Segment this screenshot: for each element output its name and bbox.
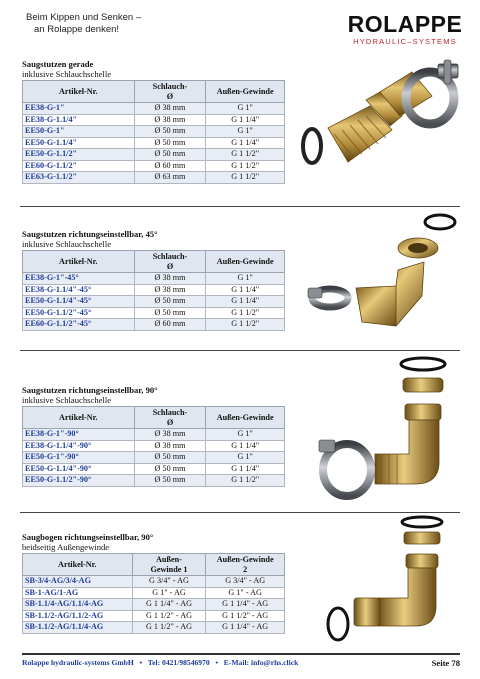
table-header: Schlauch- Ø	[134, 251, 206, 273]
article-number: EE63-G-1.1/2"	[23, 172, 135, 184]
article-number: SB-1-AG/1-AG	[23, 587, 133, 599]
table-row	[23, 114, 285, 126]
slogan-line-2: an Rolappe denken!	[34, 24, 120, 35]
footer-separator: •	[139, 658, 143, 667]
section-divider	[20, 206, 460, 207]
section-saugbogen-90	[22, 532, 285, 634]
brand-logo	[345, 12, 465, 46]
spec-value: Ø 38 mm	[134, 103, 206, 115]
spec-value: G 1 1/4" - AG	[132, 599, 206, 611]
table-row	[23, 273, 285, 285]
section-title: Saugstutzen richtungseinstellbar, 90°	[22, 385, 158, 395]
product-image-45-fitting	[300, 208, 470, 353]
table-header: Außen-Gewinde 2	[206, 554, 285, 576]
spec-value: G 1 1/4"	[206, 463, 285, 475]
spec-table	[22, 406, 285, 487]
spec-value: G 1 1/4"	[206, 296, 285, 308]
section-saugstutzen-gerade	[22, 59, 285, 184]
table-row	[23, 576, 285, 588]
section-title: Saugbogen richtungseinstellbar, 90°	[22, 532, 154, 542]
article-number: EE50-G-1.1/2"-90°	[23, 475, 135, 487]
spec-table	[22, 250, 285, 331]
spec-value: G 1 1/4"	[206, 440, 285, 452]
section-title: Saugstutzen richtungseinstellbar, 45°	[22, 229, 158, 239]
article-number: SB-1.1/2-AG/1.1/2-AG	[23, 610, 133, 622]
spec-value: Ø 38 mm	[134, 440, 206, 452]
spec-value: G 1 1/2"	[206, 149, 285, 161]
spec-value: Ø 50 mm	[134, 126, 206, 138]
spec-value: G 1"	[206, 429, 285, 441]
table-row	[23, 160, 285, 172]
section-saugstutzen-90	[22, 385, 285, 487]
table-row	[23, 149, 285, 161]
spec-value: Ø 50 mm	[134, 149, 206, 161]
spec-value: Ø 50 mm	[134, 307, 206, 319]
spec-value: Ø 60 mm	[134, 319, 206, 331]
article-number: SB-3/4-AG/3/4-AG	[23, 576, 133, 588]
table-header: Artikel-Nr.	[23, 81, 135, 103]
table-header: Artikel-Nr.	[23, 407, 135, 429]
spec-value: G 1"	[206, 273, 285, 285]
section-title: Saugstutzen gerade	[22, 59, 94, 69]
spec-value: G 1 1/2"	[206, 475, 285, 487]
spec-value: G 1" - AG	[132, 587, 206, 599]
article-number: EE50-G-1.1/4"-90°	[23, 463, 135, 475]
spec-value: Ø 50 mm	[134, 475, 206, 487]
product-image-straight-fitting	[300, 58, 470, 183]
spec-value: G 1 1/2"	[206, 172, 285, 184]
spec-value: G 1 1/4"	[206, 137, 285, 149]
footer-separator: •	[215, 658, 219, 667]
spec-value: G 3/4" - AG	[206, 576, 285, 588]
article-number: EE50-G-1.1/4"	[23, 137, 135, 149]
spec-value: G 1 1/2" - AG	[206, 610, 285, 622]
table-header: Außen-Gewinde	[206, 407, 285, 429]
spec-value: Ø 38 mm	[134, 273, 206, 285]
spec-value: Ø 50 mm	[134, 463, 206, 475]
table-row	[23, 307, 285, 319]
footer-phone: Tel: 0421/98546970	[147, 658, 210, 667]
spec-value: G 1 1/2" - AG	[132, 610, 206, 622]
spec-value: G 1 1/4"	[206, 284, 285, 296]
article-number: EE50-G-1"	[23, 126, 135, 138]
section-subtitle: inklusive Schlauchschelle	[22, 395, 112, 405]
footer-company: Rolappe hydraulic-systems GmbH	[22, 658, 134, 667]
table-row	[23, 440, 285, 452]
spec-value: Ø 38 mm	[134, 284, 206, 296]
section-subtitle: beidseitig Außengewinde	[22, 542, 110, 552]
spec-value: Ø 50 mm	[134, 452, 206, 464]
article-number: SB-1.1/2-AG/1.1/4-AG	[23, 622, 133, 634]
article-number: EE50-G-1.1/2"	[23, 149, 135, 161]
article-number: EE38-G-1.1/4"-90°	[23, 440, 135, 452]
article-number: EE38-G-1.1/4"-45°	[23, 284, 135, 296]
slogan	[26, 12, 146, 36]
brand-name: ROLAPPE	[347, 11, 463, 37]
article-number: EE50-G-1.1/4"-45°	[23, 296, 135, 308]
article-number: EE38-G-1"-45°	[23, 273, 135, 285]
spec-value: Ø 63 mm	[134, 172, 206, 184]
spec-value: G 1 1/2"	[206, 319, 285, 331]
table-row	[23, 587, 285, 599]
article-number: EE38-G-1"	[23, 103, 135, 115]
article-number: EE60-G-1.1/2"	[23, 160, 135, 172]
table-row	[23, 296, 285, 308]
table-header: Außen- Gewinde 1	[132, 554, 206, 576]
table-row	[23, 172, 285, 184]
product-image-90-fitting	[305, 352, 470, 517]
table-row	[23, 475, 285, 487]
spec-value: G 1 1/2" - AG	[132, 622, 206, 634]
table-header: Außen-Gewinde	[206, 81, 285, 103]
section-subtitle: inklusive Schlauchschelle	[22, 239, 112, 249]
table-row	[23, 429, 285, 441]
spec-table	[22, 553, 285, 634]
article-number: EE50-G-1"-90°	[23, 452, 135, 464]
table-header: Schlauch- Ø	[134, 407, 206, 429]
table-header: Außen-Gewinde	[206, 251, 285, 273]
table-header: Artikel-Nr.	[23, 251, 135, 273]
table-row	[23, 284, 285, 296]
spec-value: G 1"	[206, 452, 285, 464]
spec-value: G 1"	[206, 126, 285, 138]
spec-value: Ø 38 mm	[134, 114, 206, 126]
spec-value: G 1 1/2"	[206, 160, 285, 172]
table-row	[23, 319, 285, 331]
spec-value: G 1 1/4"	[206, 114, 285, 126]
spec-value: G 1"	[206, 103, 285, 115]
table-header: Artikel-Nr.	[23, 554, 133, 576]
table-header: Schlauch- Ø	[134, 81, 206, 103]
footer-email: E-Mail: info@rhs.click	[223, 658, 299, 667]
slogan-line-1: Beim Kippen und Senken –	[26, 12, 142, 23]
table-row	[23, 610, 285, 622]
spec-value: G 1 1/4" - AG	[206, 622, 285, 634]
table-row	[23, 137, 285, 149]
table-row	[23, 103, 285, 115]
section-subtitle: inklusive Schlauchschelle	[22, 69, 112, 79]
spec-value: Ø 50 mm	[134, 296, 206, 308]
page-number: Seite 78	[431, 658, 460, 668]
section-divider	[20, 512, 460, 513]
spec-value: Ø 60 mm	[134, 160, 206, 172]
section-saugstutzen-45	[22, 229, 285, 331]
page-footer	[22, 653, 460, 667]
table-row	[23, 126, 285, 138]
article-number: EE60-G-1.1/2"-45°	[23, 319, 135, 331]
spec-table	[22, 80, 285, 184]
spec-value: G 1" - AG	[206, 587, 285, 599]
spec-value: G 1 1/2"	[206, 307, 285, 319]
table-row	[23, 463, 285, 475]
table-row	[23, 452, 285, 464]
article-number: EE38-G-1.1/4"	[23, 114, 135, 126]
article-number: EE50-G-1.1/2"-45°	[23, 307, 135, 319]
table-row	[23, 599, 285, 611]
brand-subtitle: HYDRAULIC–SYSTEMS	[353, 37, 457, 46]
spec-value: Ø 38 mm	[134, 429, 206, 441]
spec-value: G 1 1/4" - AG	[206, 599, 285, 611]
article-number: SB-1.1/4-AG/1.1/4-AG	[23, 599, 133, 611]
section-divider	[20, 350, 460, 351]
table-row	[23, 622, 285, 634]
spec-value: Ø 50 mm	[134, 137, 206, 149]
article-number: EE38-G-1"-90°	[23, 429, 135, 441]
spec-value: G 3/4" - AG	[132, 576, 206, 588]
product-image-90-elbow	[312, 514, 467, 654]
